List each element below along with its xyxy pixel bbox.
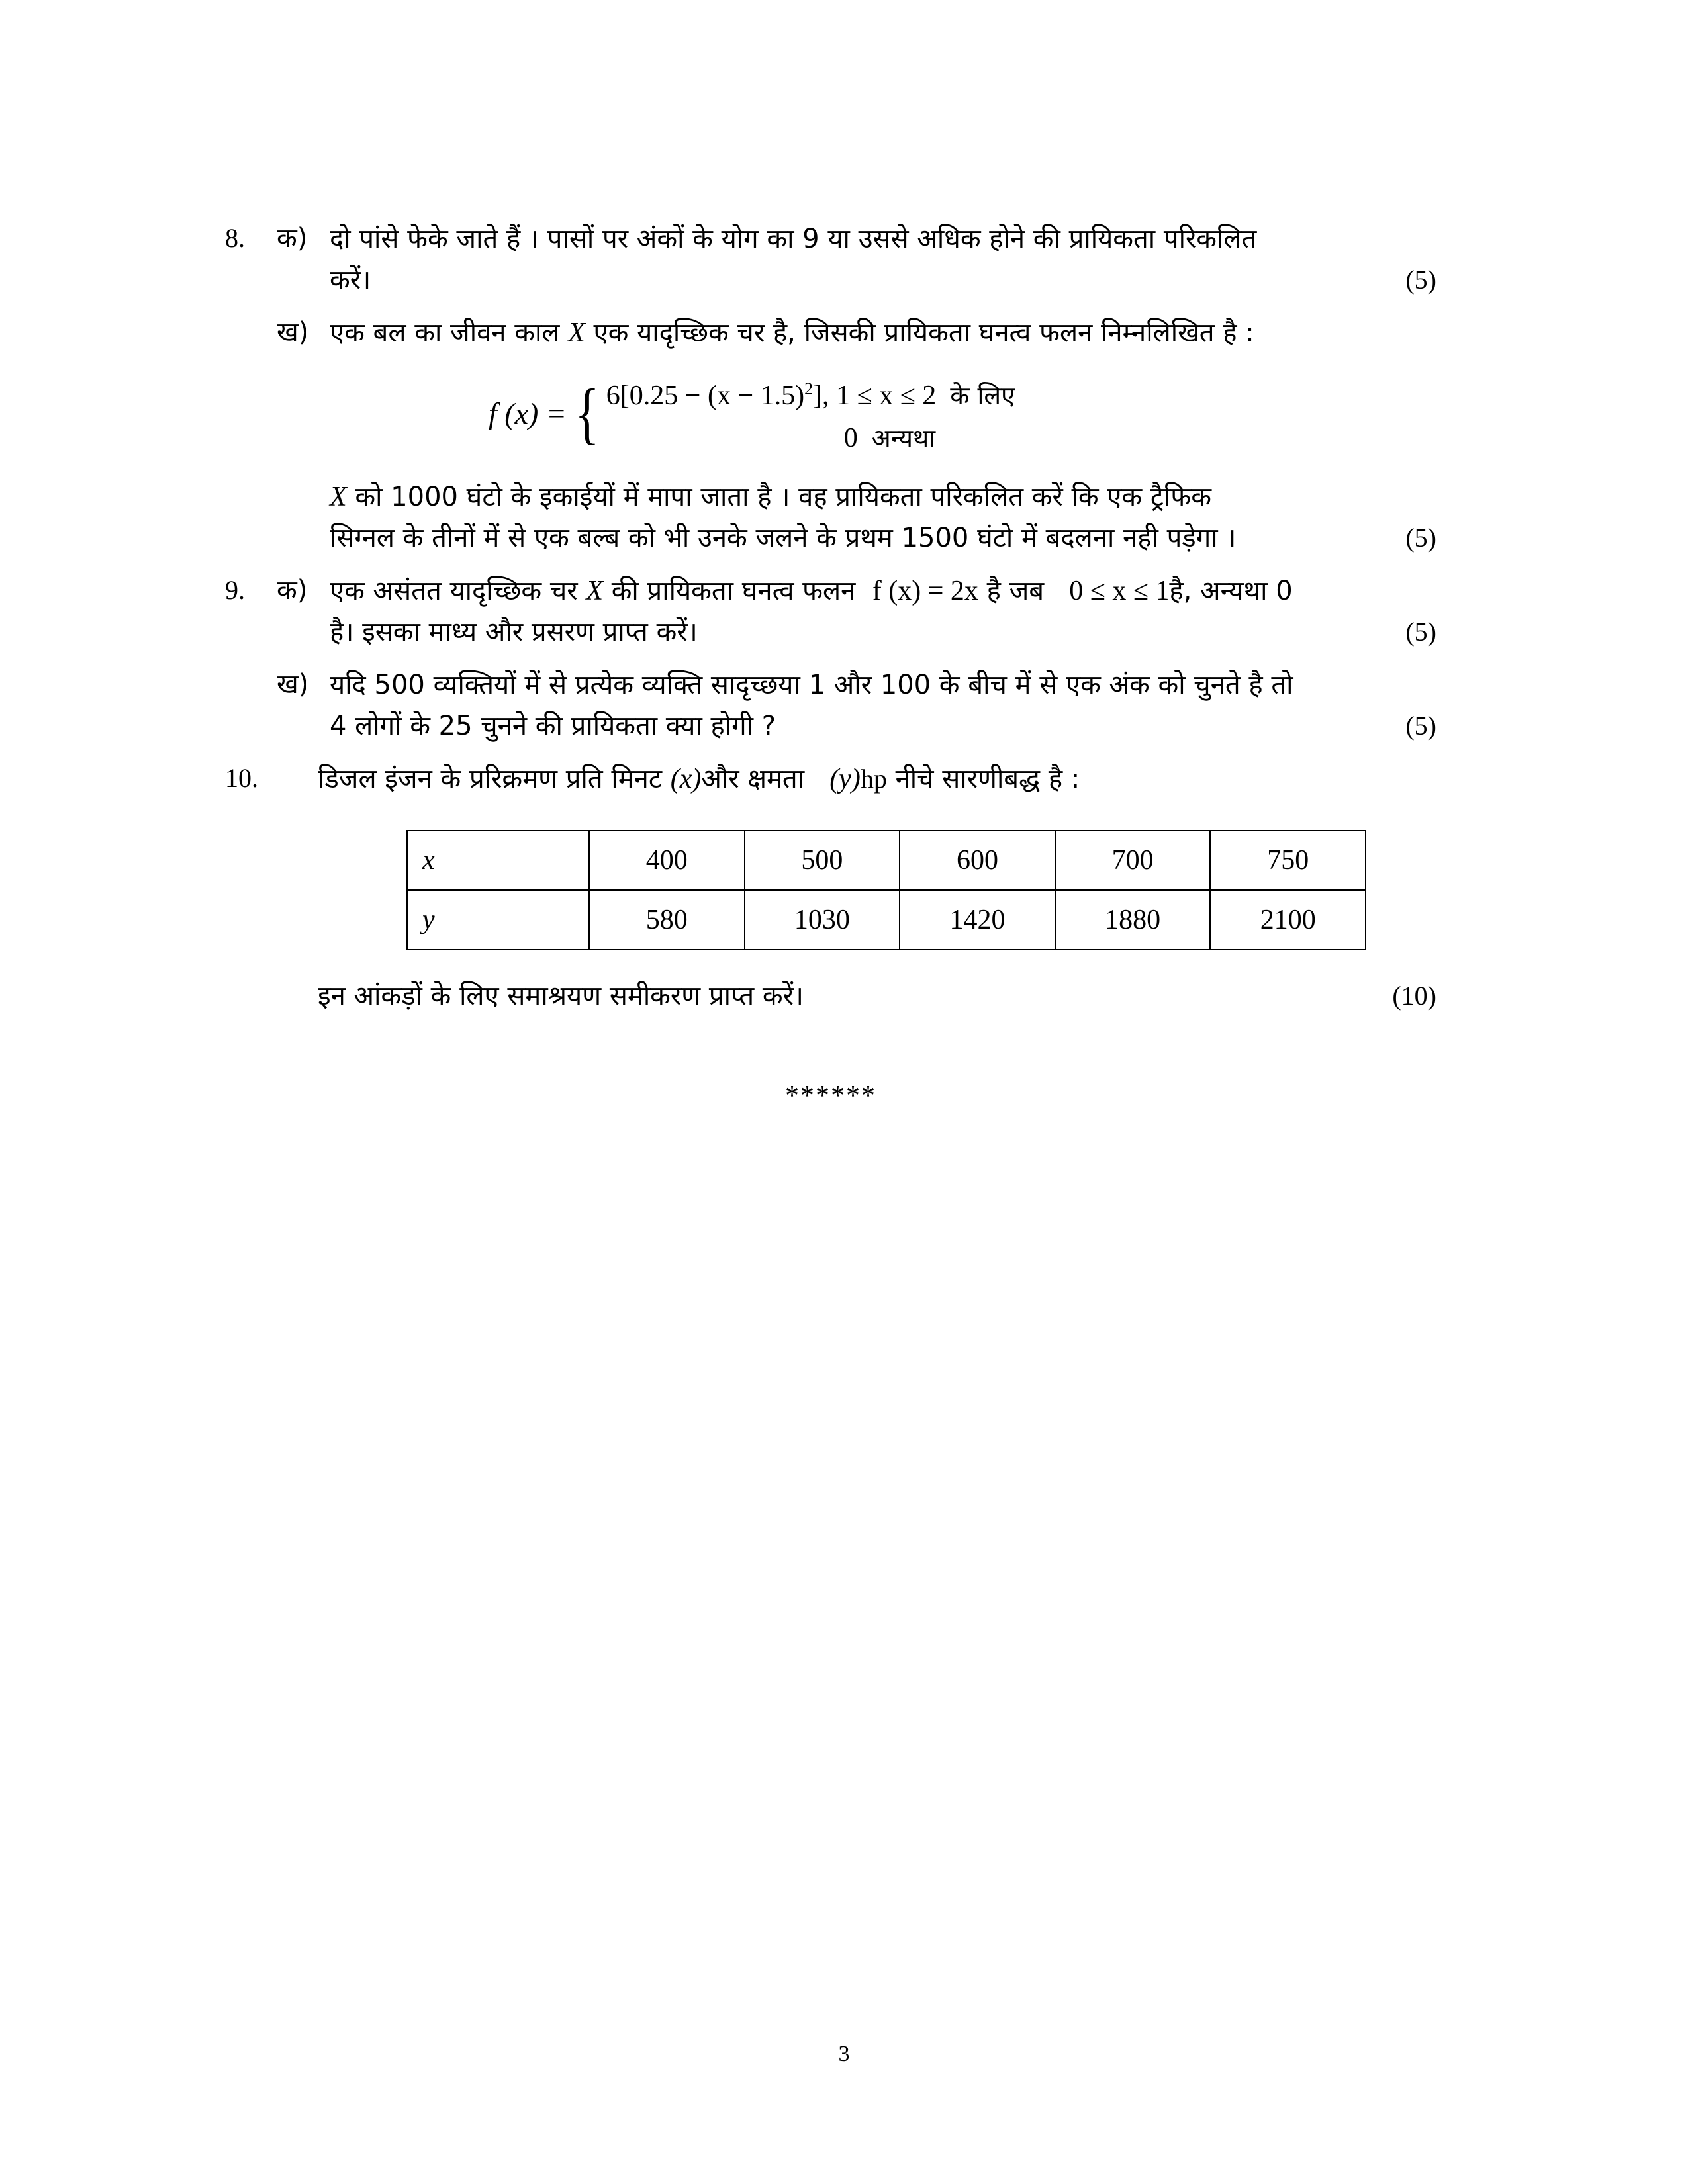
question-9a-variable-x: X — [586, 576, 603, 606]
question-8b-body-text-2: सिग्नल के तीनों में से एक बल्ब को भी उनके जलने के प्रथम 1500 घंटो में बदलना नही पड़ेगा । — [330, 523, 1237, 553]
table-cell-y-1: 1030 — [745, 890, 900, 950]
formula-case1-hindi: के लिए — [950, 381, 1015, 410]
part-label-kha: ख) — [277, 317, 309, 347]
table-cell-x-1: 500 — [745, 831, 900, 890]
question-10-closing-text: इन आंकड़ों के लिए समाश्रयण समीकरण प्राप्त करें। — [318, 981, 804, 1011]
question-9b-line1: यदि 500 व्यक्तियों में से प्रत्येक व्यक्ति सादृच्छया 1 और 100 के बीच में से एक अंक को चुनते है तो — [330, 670, 1293, 700]
table-cell-x-4: 750 — [1210, 831, 1366, 890]
formula-case2-value: 0 — [843, 423, 858, 453]
question-8b-body-variable-x: X — [330, 482, 347, 512]
part-label-9-ka: क) — [277, 575, 308, 606]
question-10-variable-x: (x) — [670, 764, 702, 794]
table-cell-x-2: 600 — [900, 831, 1055, 890]
formula-case1-exponent: 2 — [804, 379, 814, 398]
question-8-part-kha — [225, 312, 1436, 559]
question-10-intro — [318, 758, 1436, 799]
question-8b-variable-x: X — [568, 318, 585, 348]
question-9a-formula: f (x) = 2x — [872, 576, 978, 606]
question-8b-intro — [330, 312, 1436, 353]
table-cell-y-0: 580 — [589, 890, 745, 950]
table-cell-x-0: 400 — [589, 831, 745, 890]
question-9a-text-d: है, अन्यथा 0 — [1169, 576, 1293, 606]
question-9a-text-a: एक असंतत यादृच्छिक चर — [330, 576, 578, 606]
question-10 — [225, 758, 1436, 1017]
question-9b-line2-text: 4 लोगों के 25 चुनने की प्रायिकता क्या होगी ? — [330, 711, 776, 741]
table-rowhead-y: y — [407, 890, 589, 950]
question-8b-intro-text-1: एक बल का जीवन काल — [330, 318, 560, 348]
piecewise-density-formula — [330, 368, 1436, 459]
part-label-9-kha: ख) — [277, 669, 309, 700]
formula-brace: { — [575, 375, 600, 452]
question-10-intro-text-2: और क्षमता — [701, 764, 805, 794]
question-10-unit: hp — [860, 764, 887, 794]
formula-case2-hindi: अन्यथा — [871, 424, 936, 453]
question-9a-text-b: की प्रायिकता घनत्व फलन — [611, 576, 856, 606]
question-9a-line2-text: है। इसका माध्य और प्रसरण प्राप्त करें। — [330, 617, 698, 647]
page-number: 3 — [838, 2042, 850, 2066]
formula-case-2 — [606, 417, 1015, 459]
question-8a-line2-text: करें। — [330, 265, 371, 295]
question-10-variable-y: (y) — [829, 764, 861, 794]
table-row-y — [407, 890, 1366, 950]
table-cell-y-2: 1420 — [900, 890, 1055, 950]
question-8-number: 8. — [225, 223, 245, 253]
table-row-x — [407, 831, 1366, 890]
question-8b-body-text-1: को 1000 घंटो के इकाईयों में मापा जाता है । वह प्रायिकता परिकलित करें कि एक ट्रैफिक — [355, 482, 1211, 512]
question-9a-line1 — [330, 570, 1436, 612]
question-9a-range: 0 ≤ x ≤ 1 — [1069, 576, 1170, 606]
question-8-part-ka — [225, 218, 1436, 300]
formula-case-1 — [606, 368, 1015, 417]
question-10-number: 10. — [225, 763, 258, 793]
formula-case1-expression: 6[0.25 − (x − 1.5) — [606, 381, 805, 411]
table-cell-x-3: 700 — [1055, 831, 1211, 890]
question-9b-marks: (5) — [1405, 711, 1436, 741]
table-cell-y-4: 2100 — [1210, 890, 1366, 950]
question-8b-intro-text-2: एक यादृच्छिक चर है, जिसकी प्रायिकता घनत्व फलन निम्नलिखित है : — [593, 318, 1254, 348]
question-9-part-ka — [225, 570, 1436, 653]
question-8b-marks: (5) — [1405, 523, 1436, 553]
question-10-intro-text-1: डिजल इंजन के प्ररिक्रमण प्रति मिनट — [318, 764, 662, 794]
question-8a-line2 — [330, 259, 1436, 300]
table-rowhead-x: x — [407, 831, 589, 890]
end-of-paper-marker: ****** — [785, 1081, 876, 1111]
question-9a-marks: (5) — [1405, 617, 1436, 647]
question-10-marks: (10) — [1392, 981, 1436, 1011]
question-9a-line2 — [330, 612, 1436, 653]
rpm-power-table — [406, 830, 1366, 950]
rpm-power-table-wrapper — [318, 830, 1436, 950]
table-cell-y-3: 1880 — [1055, 890, 1211, 950]
question-10-closing — [318, 976, 1436, 1017]
question-9b-line2 — [330, 705, 1436, 747]
question-9a-text-c: है जब — [986, 576, 1045, 606]
page-content — [225, 218, 1436, 1112]
formula-lhs: f (x) = — [489, 396, 567, 430]
question-9-part-kha — [225, 664, 1436, 747]
part-label-ka: क) — [277, 223, 308, 253]
question-10-intro-text-3: नीचे सारणीबद्ध है : — [895, 764, 1080, 794]
question-9-number: 9. — [225, 575, 245, 605]
question-8a-marks: (5) — [1405, 265, 1436, 295]
question-8b-body-line1 — [330, 477, 1436, 518]
question-8a-line1: दो पांसे फेके जाते हैं । पासों पर अंकों के योग का 9 या उससे अधिक होने की प्रायिकता परिकलित — [330, 224, 1257, 254]
question-8b-body-line2 — [330, 518, 1436, 559]
formula-case1-tail: ], 1 ≤ x ≤ 2 — [813, 381, 937, 411]
